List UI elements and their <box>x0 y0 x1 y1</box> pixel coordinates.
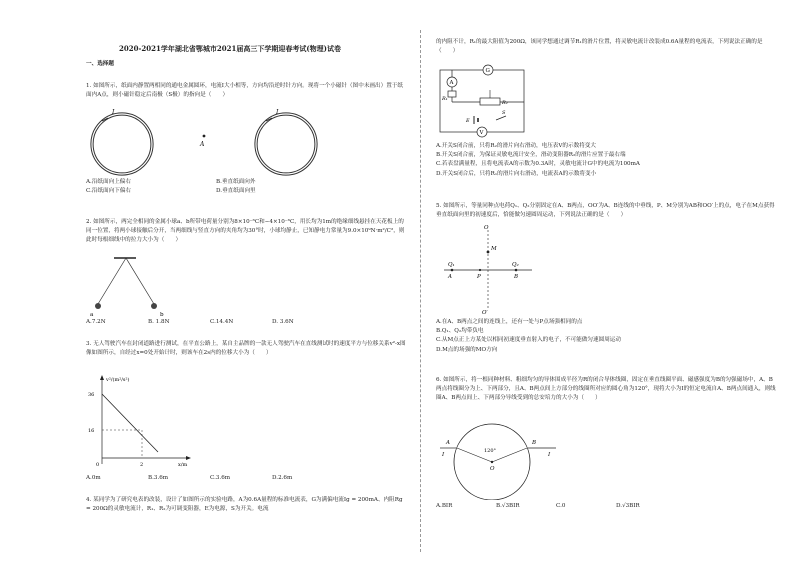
option-a: A.沿纸面向上偏右 <box>86 179 131 185</box>
question-6 <box>436 376 776 404</box>
question-5-text: 5. 如图所示，等量同种点电荷Q₁、Q₂分别固定在A、B两点，OO′为A、B连线的中垂线，P、M分别为AB和OO′上的点，电子在M点获得垂直纸面向里的初速度后，恰能做匀速圆周运动，下列说法正确的是（ ） <box>436 203 775 219</box>
q2-figure <box>86 254 206 318</box>
q5-label-m: M <box>491 246 497 252</box>
battery-label: E <box>466 118 470 124</box>
q6-current-label: I <box>548 452 551 458</box>
q3-options <box>86 474 406 483</box>
question-4 <box>86 496 406 514</box>
q6-label-o: O <box>490 466 495 472</box>
q5-figure <box>436 222 546 314</box>
question-4-continued <box>436 38 776 56</box>
question-4-text: 4. 某同学为了研究电表的改装，设计了如图所示的实验电路，A为0.6A量程的标准电流表，G为满偏电流Ig = 200mA、内阻Rg = 200Ω的灵敏电流计，R₁、R₂为可调变阻器，E为电源，S为开关。电流 <box>86 497 403 513</box>
option-d: D.开关S闭合后，只将R₁的滑片向右滑动，电流表A的示数将变小 <box>436 170 597 177</box>
q3-y-tick: 36 <box>88 392 95 398</box>
option-c: C.从M点正上方某处以相同初速度垂直射入的电子，不可能做匀速圆周运动 <box>436 337 621 344</box>
option-b: B.开关S闭合前，为保证灵敏电流计安全，滑动变阻器R₂的滑片应置于最右端 <box>436 152 626 159</box>
q6-figure <box>436 418 566 500</box>
q5-label-a: A <box>448 274 452 280</box>
switch-label: S <box>502 110 506 116</box>
q6-label-b: B <box>532 440 537 446</box>
option-b: B.√3BIR <box>496 503 520 509</box>
q3-x-axis-label: x/m <box>178 462 188 468</box>
q5-label-q1: Q₁ <box>448 262 455 268</box>
q5-options <box>436 318 776 355</box>
q6-current-label: I <box>442 452 445 458</box>
option-b: B. 1.8N <box>148 319 170 325</box>
q2-options <box>86 318 406 327</box>
option-d: D. 3.6N <box>272 319 294 325</box>
q6-options <box>436 502 776 511</box>
option-a: A.BIR <box>436 503 453 509</box>
q5-label-o-prime: O′ <box>482 310 488 314</box>
q3-graph <box>86 372 196 470</box>
q3-y-tick: 16 <box>88 428 95 434</box>
option-b: B.垂直纸面向外 <box>216 179 256 185</box>
option-d: D.2.6m <box>272 475 293 481</box>
ammeter-label: A <box>449 80 454 86</box>
option-a: A.7.2N <box>86 319 106 325</box>
galvanometer-label: G <box>485 68 490 74</box>
question-1-text: 1. 如图所示，纸面内静置两相同的通电金属圆环，电流I大小相等，方向均沿逆时针方向。现将一个小磁针（图中未画出）置于纸面内A点，则小磁针稳定后南极（S极）的指向是（ ） <box>86 83 403 99</box>
question-1 <box>86 82 406 100</box>
question-5 <box>436 202 776 220</box>
question-2 <box>86 218 406 246</box>
q1-point-a-label: A <box>200 141 205 148</box>
option-b: B.3.6m <box>148 475 169 481</box>
question-3 <box>86 340 406 358</box>
q4-circuit <box>436 62 536 140</box>
question-3-text: 3. 无人驾驶汽车在封闭道路进行测试，在平直公路上，某自主品牌的一款无人驾驶汽车在直线测试时的速度平方与位移关系v²-x图像如图所示，自经过x=0处开始计时，则该车在2s内的位移大小为（ ） <box>86 341 406 357</box>
q2-ball-a-label: a <box>90 312 94 318</box>
option-d: D.垂直纸面向里 <box>216 188 256 195</box>
q3-y-tick: 0 <box>96 462 100 468</box>
q4-options <box>436 142 776 179</box>
question-4-text-continued: 的内阻不计，R₁的最大阻值为200Ω，该同学想通过调节R₁的滑片位置，将灵敏电流计改装成0.6A量程的电流表，下列说法正确的是（ ） <box>436 39 763 55</box>
q1-options <box>86 178 406 196</box>
option-a: A.开关S闭合前，只将R₂的滑片向右滑动，电压表V的示数将变大 <box>436 143 596 149</box>
option-b: B.Q₁、Q₂均带负电 <box>436 328 484 335</box>
q1-current-label: I <box>276 109 279 116</box>
option-c: C.沿纸面向下偏右 <box>86 188 132 195</box>
question-6-text: 6. 如图所示，将一根同种材料、粗细均匀的导体围成半径为R的闭合导体线圈，固定在垂直线圈平面、磁感强度为B的匀强磁场中，A、B两点将线圈分为上、下两部分，且A、B两点间上方部分的线圈所对应的圆心角为120°，现将大小为I的恒定电流自A、B两点间通入，则线圈A、B两点间上、下两部分导线受到的总安培力的大小为（ ） <box>436 377 776 402</box>
option-c: C.14.4N <box>210 319 234 325</box>
r1-label: R₁ <box>442 96 448 102</box>
q6-label-a: A <box>446 440 450 446</box>
q6-angle-label: 120° <box>484 448 497 454</box>
q3-y-axis-label: v²/(m²/s²) <box>106 377 130 383</box>
option-a: A.在A、B两点之间的连线上，还有一处与P点场强相同的点 <box>436 319 583 325</box>
q5-label-b: B <box>514 274 519 280</box>
option-c: C.3.6m <box>210 475 231 481</box>
option-d: D.√3BIR <box>616 503 640 509</box>
column-divider <box>420 30 421 552</box>
exam-title: 2020-2021学年湖北省鄂城市2021届高三下学期迎春考试(物理)试卷 <box>119 44 341 53</box>
q5-label-p: P <box>477 274 481 280</box>
option-c: C.0 <box>556 503 566 509</box>
q2-ball-b-label: b <box>160 312 164 318</box>
voltmeter-label: V <box>479 130 484 136</box>
r2-label: R₂ <box>502 100 508 106</box>
option-d: D.M点的场强的MO方向 <box>436 346 498 353</box>
q5-label-q2: Q₂ <box>512 262 519 268</box>
q1-figure <box>86 106 326 178</box>
option-a: A.0m <box>86 475 101 481</box>
section-heading: 一、选择题 <box>86 61 114 67</box>
q3-x-tick: 2 <box>140 462 144 468</box>
question-2-text: 2. 如图所示，两完全相同的金属小球a、b所带电荷量分别为8×10⁻⁶C和−4×10⁻⁶C，用长均为1m的绝缘细线悬挂在天花板上的同一位置，将两小球接触后分开，当两细线与竖直方向的夹角均为30°时，小球均静止，已知静电力常量为9.0×10⁹N·m²/C²，则此时每根细线中的拉力大小为（ ） <box>86 219 405 244</box>
q5-label-o: O <box>484 225 489 231</box>
option-c: C.若表盘满量程，且将电流表A的示数为0.3A时，灵敏电流计G中的电流为100mA <box>436 161 640 168</box>
q1-current-label: I <box>112 109 115 116</box>
